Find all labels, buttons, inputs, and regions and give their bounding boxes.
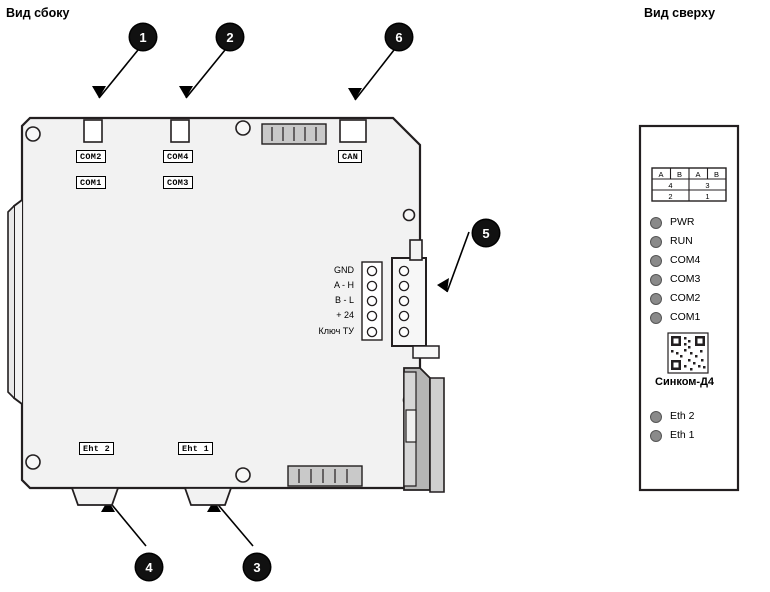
port-tag-com1: COM1	[76, 176, 106, 189]
led-label-com2: COM2	[670, 292, 701, 304]
led-label-com3: COM3	[670, 273, 701, 285]
led-com2-indicator	[650, 293, 662, 305]
ab-row2-right: 1	[705, 192, 710, 201]
led-com1-indicator	[650, 312, 662, 324]
ab-header-a2: A	[695, 170, 701, 179]
led-label-run: RUN	[670, 235, 693, 247]
led-com3-indicator	[650, 274, 662, 286]
terminal-label-b-l: B - L	[334, 295, 354, 305]
top-ethernet-block	[262, 124, 326, 144]
callout-1: 1	[129, 23, 157, 51]
led-label-com1: COM1	[670, 311, 701, 323]
port-tag-com2: COM2	[76, 150, 106, 163]
led-eth2-indicator	[650, 411, 662, 423]
bottom-clips	[72, 488, 231, 505]
terminal-label-plus24: + 24	[336, 310, 354, 320]
ab-row2-left: 2	[668, 192, 673, 201]
port-tag-com3: COM3	[163, 176, 193, 189]
port-tag-com4: COM4	[163, 150, 193, 163]
ab-row1-right: 3	[705, 181, 710, 190]
port-tag-eht1: Eht 1	[178, 442, 213, 455]
side-bracket	[404, 368, 444, 492]
callout-4: 4	[135, 553, 163, 581]
bottom-ethernet-block	[288, 466, 362, 486]
callout-3: 3	[243, 553, 271, 581]
led-com4-indicator	[650, 255, 662, 267]
callout-5: 5	[472, 219, 500, 247]
top-view-title: Вид сверху	[644, 6, 716, 20]
ab-header-b1: B	[676, 170, 682, 179]
led-pwr-indicator	[650, 217, 662, 229]
led-label-eth2: Eth 2	[670, 410, 695, 422]
callout-2: 2	[216, 23, 244, 51]
led-run-indicator	[650, 236, 662, 248]
module-name-label: Синком-Д4	[655, 376, 715, 388]
ab-header-a1: A	[658, 170, 664, 179]
ab-header-b2: B	[713, 170, 719, 179]
ab-row1-left: 4	[668, 181, 673, 190]
led-label-pwr: PWR	[670, 216, 695, 228]
led-label-eth1: Eth 1	[670, 429, 695, 441]
port-tag-eht2: Eht 2	[79, 442, 114, 455]
terminal-label-a-h: A - H	[333, 280, 354, 290]
port-tag-can: CAN	[338, 150, 362, 163]
side-view-title: Вид сбоку	[6, 6, 70, 20]
led-eth1-indicator	[650, 430, 662, 442]
terminal-label-gnd: GND	[334, 265, 354, 275]
callout-6: 6	[385, 23, 413, 51]
board-body	[22, 118, 420, 488]
led-label-com4: COM4	[670, 254, 701, 266]
terminal-label-key-tu: Ключ ТУ	[318, 326, 354, 336]
